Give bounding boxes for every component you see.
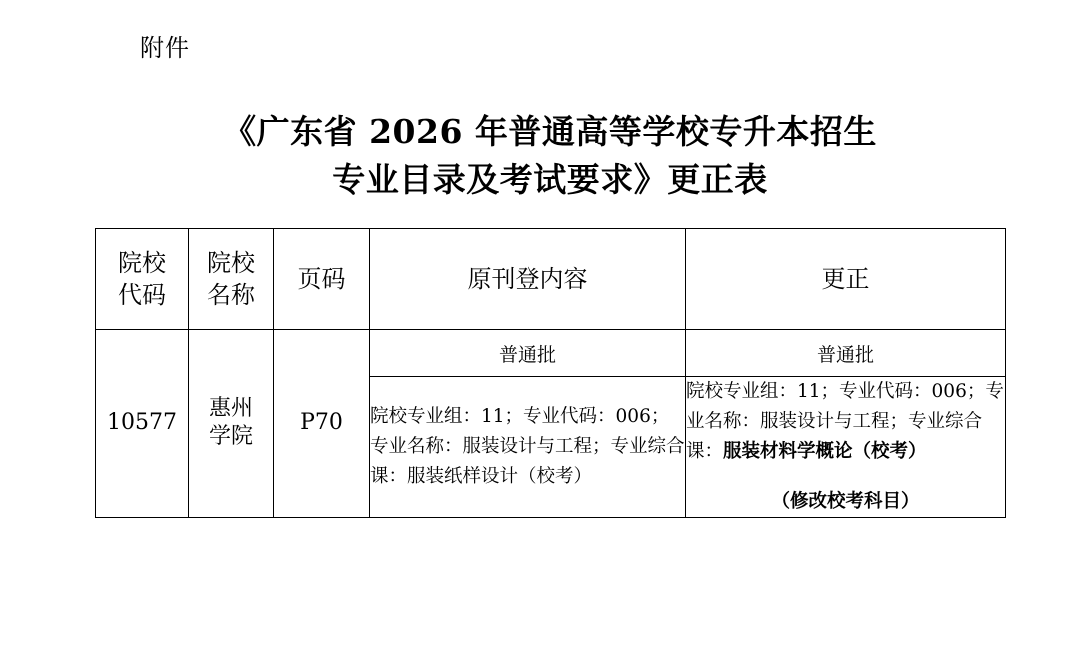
cell-correction-batch: 普通批 [686, 330, 1006, 377]
table-header-row [96, 229, 1006, 330]
column-header-original-content [370, 229, 686, 330]
cell-correction-content [686, 377, 1006, 518]
correction-text-plain: 院校专业组：11；专业代码：006；专业名称：服装设计与工程；专业综合课： [686, 381, 1004, 462]
column-header-page-line1: 页码 [297, 264, 346, 293]
cell-school-name-line1: 惠州 [208, 395, 253, 421]
cell-original-content [370, 377, 686, 518]
cell-school-name-line2: 学院 [208, 424, 253, 450]
cell-school-name [189, 330, 274, 518]
table-row-batch [96, 330, 1006, 377]
attachment-label: 附件 [140, 34, 190, 62]
column-header-school-code-line1: 院校 [118, 248, 166, 277]
page-title [95, 108, 1005, 204]
cell-school-code: 10577 [96, 330, 189, 518]
column-header-original-content-line1: 原刊登内容 [467, 264, 588, 293]
column-header-school-name [189, 229, 274, 330]
page-title-line-1: 《广东省 2026 年普通高等学校专升本招生 [223, 112, 877, 151]
column-header-correction-line1: 更正 [821, 264, 870, 293]
correction-text-bold: 服装材料学概论（校考） [723, 440, 927, 462]
cell-page-number: P70 [274, 330, 370, 518]
correction-content-text [686, 377, 1005, 467]
column-header-page [274, 229, 370, 330]
cell-original-batch: 普通批 [370, 330, 686, 377]
original-content-text: 院校专业组：11；专业代码：006；专业名称：服装设计与工程；专业综合课：服装纸样设计（校考） [370, 405, 685, 487]
page-title-line-2: 专业目录及考试要求》更正表 [332, 159, 768, 199]
correction-note: （修改校考科目） [771, 490, 920, 512]
column-header-correction [686, 229, 1006, 330]
correction-table [95, 228, 1006, 518]
column-header-school-code-line2: 代码 [118, 281, 166, 309]
column-header-school-name-line2: 名称 [207, 281, 255, 309]
column-header-school-code [96, 229, 189, 330]
column-header-school-name-line1: 院校 [207, 248, 255, 277]
